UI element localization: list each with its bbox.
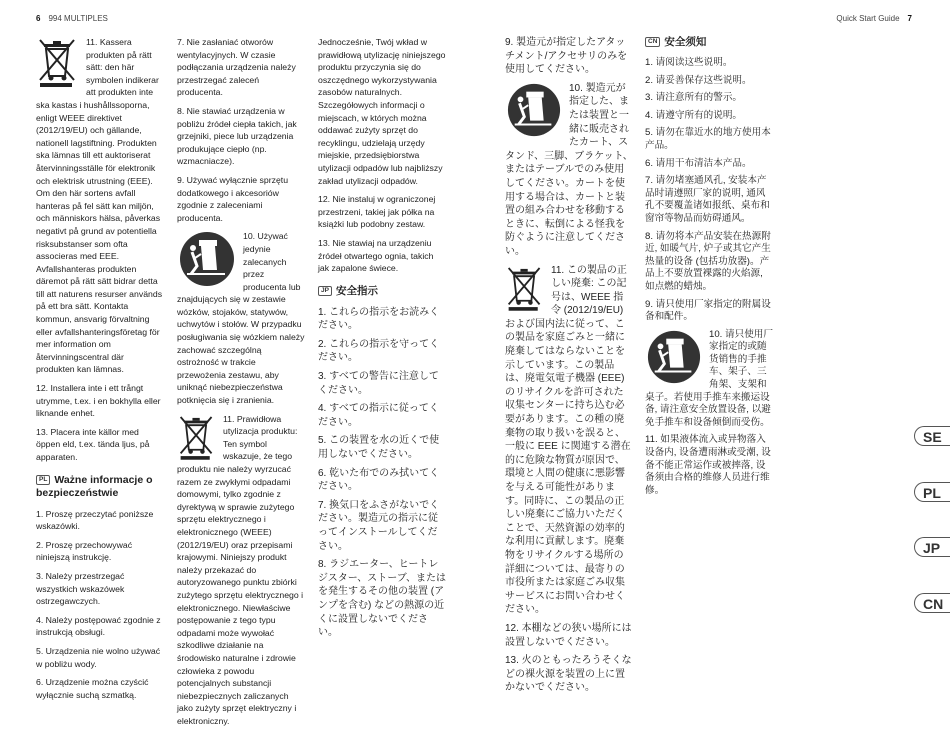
jp-language-tag: JP: [318, 286, 332, 296]
se-item-13: 13. Placera inte källor med öppen eld, t.ex. tända ljus, på apparaten.: [36, 426, 150, 462]
jp-item-2: 2. これらの指示を守ってください。: [318, 338, 440, 364]
pl-item-13: 13. Nie stawiaj na urządzeniu źródeł otwartego ognia, takich jak zapalone świece.: [318, 237, 434, 274]
cn-language-tag: CN: [645, 37, 660, 47]
cn-item-4: 4. 请遵守所有的说明。: [645, 109, 743, 121]
column-4: [505, 36, 633, 700]
pl-item-6: 6. Urządzenie można czyścić wyłącznie suchą szmatką.: [36, 677, 149, 700]
cn-item-11: 11. 如果液体流入或异物落入设备内, 设备遭雨淋或受潮, 设备不能正常运作或被摔落, 设备须由合格的维修人员进行维修。: [645, 434, 771, 496]
cn-item-8: 8. 请勿将本产品安装在热源附近, 如暖气片, 炉子或其它产生热量的设备 (包括功放器)。产品上不要放置裸露的火焰源, 如点燃的蜡烛。: [645, 230, 771, 292]
cn-section-heading: [645, 36, 775, 49]
pl-item-4: 4. Należy postępować zgodnie z instrukcją obsługi.: [36, 614, 161, 638]
cart-warning-icon: [177, 230, 237, 288]
pl-item-8: 8. Nie stawiać urządzenia w pobliżu źródeł ciepła takich, jak grzejniki, piece lub urządzenia produkujące ciepło (np. wzmacniacze).: [177, 105, 297, 167]
cart-warning-icon: [645, 329, 703, 385]
jp-item-11: 11. この製品の正しい廃棄: この記号は、WEEE 指令 (2012/19/EU) および国内法に従って、この製品を家庭ごみと一緒に廃棄してはならないことを示しています。この製品は、廃電気電子機器 (EEE) のリサイクルを許可された収集センターに持ち込む必要があります。この種の廃棄物の取り扱いを誤ると、一般に EEE に関連する潜在的に危険な物質が原因で、環境と人間の健康に悪影響を与える可能性があります。同時に、この製品の正しい廃棄にご協力いただくことで、天然資源の効率的な利用に貢献します。廃棄物をリサイクルする場所の詳細については、最寄りの市役所または家庭ごみ収集サービスにお問い合わせください。: [505, 264, 631, 616]
cn-item-9: 9. 请只使用厂家指定的附属设备和配件。: [645, 298, 771, 323]
page-header-left: [36, 14, 108, 23]
pl-section-title: Ważne informacje o bezpieczeństwie: [36, 473, 153, 499]
weee-bin-icon: [505, 264, 545, 312]
jp-item-13: 13. 火のともったろうそくなどの裸火源を装置の上に置かないでください。: [505, 655, 632, 694]
cn-item-3: 3. 请注意所有的警示。: [645, 92, 743, 104]
jp-item-12: 12. 本棚などの狭い場所には設置しないでください。: [505, 622, 632, 648]
pl-item-2: 2. Proszę przechowywać niniejszą instrukcję.: [36, 539, 133, 563]
jp-section-heading: [318, 285, 446, 298]
cn-item-10: 10. 请只使用厂家指定的或随货销售的手推车、架子、三角架、支架和桌子。若使用手推车来搬运设备, 请注意安全放置设备, 以避免手推车和设备倾倒而受伤。: [645, 328, 773, 428]
column-1: [36, 36, 164, 707]
language-tab-pl[interactable]: PL: [914, 482, 950, 502]
cn-item-5: 5. 请勿在靠近水的地方使用本产品。: [645, 127, 771, 151]
se-item-12: 12. Installera inte i ett trångt utrymme, t.ex. i en bokhylla eller liknande enhet.: [36, 383, 161, 419]
cn-item-2: 2. 请妥善保存这些说明。: [645, 74, 752, 86]
column-3: [318, 36, 446, 645]
pl-item-10: 10. Używać jedynie zalecanych przez producenta lub znajdujących się w zestawie wózków, stojaków, statywów, uchwytów i stołów. W przypadku posługiwania się wózkiem należy zachować szczególną ostrożność w trakcie przewożenia zestawu, aby uniknąć niebezpieczeństwa potknięcia się i zranienia.: [177, 231, 305, 406]
page-number-right: 7: [907, 14, 912, 23]
language-tab-cn[interactable]: CN: [914, 593, 950, 613]
jp-section-title: 安全指示: [335, 284, 378, 297]
jp-item-9: 9. 製造元が指定したアタッチメント/アクセサリのみを使用してください。: [505, 37, 628, 76]
guide-title: Quick Start Guide: [836, 14, 900, 23]
weee-bin-icon: [36, 36, 80, 88]
se-item-11: 11. Kassera produkten på rätt sätt: den här symbolen indikerar att produkten inte ska kastas i hushållssoporna, enligt WEEE direktivet (2012/19/EU) och gällande, nationell lagstiftning. Produkten ska lämnas till ett auktoriserat återvinningsställe för elektronik och elektrisk utrustning (EEE). Om den här sortens avfall hanteras på fel sätt kan miljön, och människors hälsa, påverkas negativt på grund av potentiella risksubstanser som ofta associeras med EEE. Avfallshanteras produkten däremot på rätt sätt bidrar detta till att naturens resurser används på ett bra sätt. Kontakta kommun, ansvarig förvaltning eller avfallshanteringsföretag för mer information om återvinningscentral där produkten kan lämnas.: [36, 37, 163, 375]
jp-item-7: 7. 換気口をふさがないでください。製造元の指示に従ってインストールしてください。: [318, 499, 440, 552]
cn-section-title: 安全须知: [664, 36, 707, 48]
cn-item-1: 1. 请阅读这些说明。: [645, 57, 733, 68]
pl-section-heading: [36, 474, 164, 500]
pl-language-tag: PL: [36, 475, 50, 485]
pl-item-11-continued: Jednocześnie, Twój wkład w prawidłową utylizację niniejszego produktu przyczynia się do oszczędnego wykorzystywania zasobów naturalnych. Szczegółowych informacji o miejscach, w których można oddawać zużyty sprzęt do recyklingu, udzielają urzędy miejskie, przedsiębiorstwa utylizacji odpadów lub najbliższy zakład utylizacji odpadów.: [318, 37, 446, 186]
pl-item-11: 11. Prawidłowa utylizacja produktu: Ten symbol wskazuje, że tego produktu nie należy wyrzucać razem ze zwykłymi odpadami domowymi, tylko zgodnie z dyrektywą w sprawie zużytego sprzętu elektrycznego i elektronicznego (WEEE) (2012/19/EU) oraz przepisami krajowymi. Niniejszy produkt należy przekazać do autoryzowanego punktu zbiórki zużytego sprzętu elektrycznego i elektronicznego. Niewłaściwe postępowanie z tego typu odpadami może wywołać szkodliwe działanie na środowisko naturalne i zdrowie człowieka z powodu potencjalnych substancji niebezpiecznych zaliczanych jako zużyty sprzęt elektryczny i elektroniczny.: [177, 413, 304, 726]
pl-item-5: 5. Urządzenia nie wolno używać w pobliżu wody.: [36, 645, 161, 669]
pl-item-1: 1. Proszę przeczytać poniższe wskazówki.: [36, 508, 154, 532]
jp-item-6: 6. 乾いた布でのみ拭いてください。: [318, 467, 440, 493]
cn-item-7: 7. 请勿堵塞通风孔, 安装本产品时请遵照厂家的说明, 通风孔不要覆盖诸如报纸、桌布和窗帘等物品而妨碍通风。: [645, 175, 770, 224]
language-tab-jp[interactable]: JP: [914, 537, 950, 557]
pl-item-9: 9. Używać wyłącznie sprzętu dodatkowego i akcesoriów zgodnie z zaleceniami producenta.: [177, 174, 289, 223]
jp-item-8: 8. ラジエーター、ヒートレジスター、ストーブ、またはを発生するその他の装置 (アンプを含む) などの熱源の近くに設置しないでください。: [318, 559, 446, 639]
product-name: 994 MULTIPLES: [48, 14, 108, 23]
jp-item-5: 5. この装置を水の近くで使用しないでください。: [318, 435, 440, 461]
language-tab-se[interactable]: SE: [914, 426, 950, 446]
jp-item-1: 1. これらの指示をお読みください。: [318, 306, 440, 332]
page-number-left: 6: [36, 14, 41, 23]
cn-item-6: 6. 请用干布清洁本产品。: [645, 157, 752, 169]
jp-item-10: 10. 製造元が指定した、または装置と一緒に販売されたカート、スタンド、三脚、ブラケット、またはテーブルでのみ使用してください。カートを使用する場合は、カートと装置の組み合わせを移動するときに、転倒による怪我を防ぐように注意してください。: [505, 82, 633, 257]
pl-item-7: 7. Nie zasłaniać otworów wentylacyjnych. W czasie podłączania urządzenia należy przestrzegać zaleceń producenta.: [177, 37, 296, 98]
jp-item-3: 3. すべての警告に注意してください。: [318, 371, 439, 396]
jp-item-4: 4. すべての指示に従ってください。: [318, 403, 439, 428]
cart-warning-icon: [505, 82, 563, 138]
pl-item-3: 3. Należy przestrzegać wszystkich wskazówek ostrzegawczych.: [36, 570, 125, 607]
column-5: [645, 36, 775, 502]
pl-item-12: 12. Nie instaluj w ograniczonej przestrzeni, takiej jak półka na książki lub podobny zestaw.: [318, 194, 436, 230]
weee-bin-icon: [177, 413, 217, 461]
page-header-right: [836, 14, 912, 23]
column-2: [177, 36, 305, 733]
